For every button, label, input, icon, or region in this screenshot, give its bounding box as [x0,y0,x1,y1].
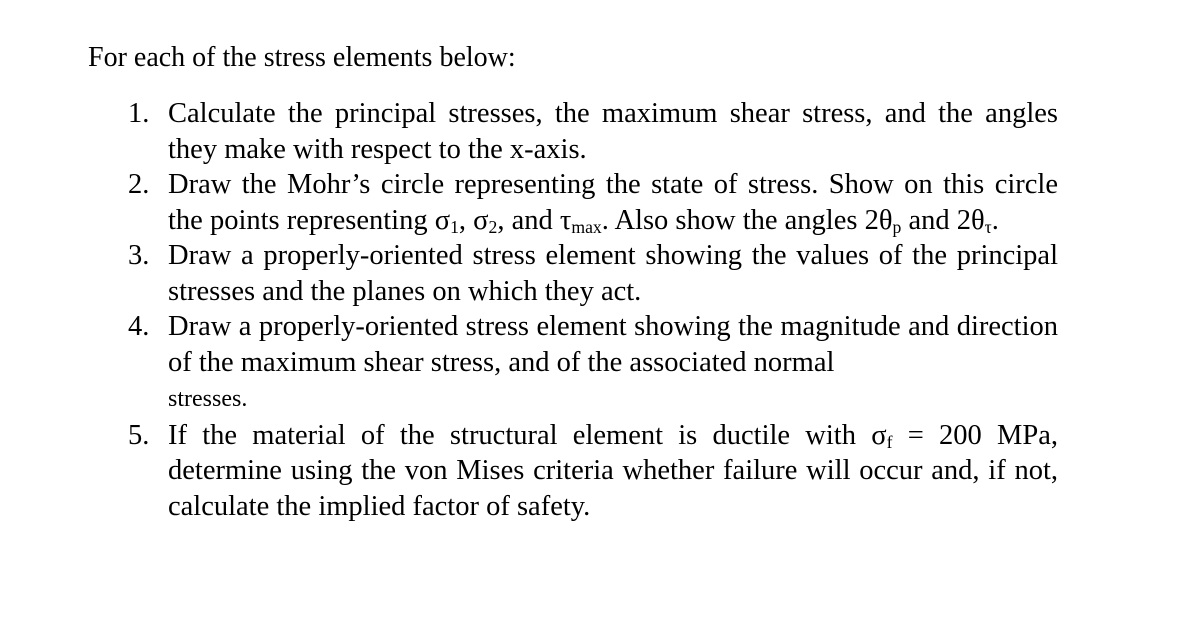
task-text: Draw a properly-oriented stress element showing the values of the principal stresses and the planes on which they act. [168,240,1058,307]
task-number: 2. [128,169,150,200]
task-number: 1. [128,98,150,129]
task-list [128,96,1058,524]
subscript: 1 [450,216,459,237]
task-number: 3. [128,240,150,271]
task-number: 4. [128,311,150,342]
task-item-3 [128,238,1058,309]
task-text-segment: = 200 MPa, determine using the von Mises criteria whether failure will occur and, if not, calculate the implied factor of safety. [168,419,1058,522]
task-item-1 [128,96,1058,167]
subscript: f [886,431,893,452]
task-number: 5. [128,419,150,451]
task-text-segment: . [991,204,999,236]
subscript: max [571,216,602,237]
task-text-segment: Draw the Mohr’s circle representing the state of stress. Show on this circle the points representing σ [168,169,1058,236]
task-item-5 [128,418,1058,525]
task-text-segment: and 2θ [901,204,985,236]
task-text-segment: Draw a properly-oriented stress element showing the magnitude and direction of the maximum shear stress, and of the associated normal [168,311,1058,378]
task-text [168,309,1058,418]
subscript: 2 [488,216,498,237]
subscript: τ [984,216,992,237]
task-text [168,418,1058,525]
task-text-segment: stresses. [168,386,248,412]
task-text: Calculate the principal stresses, the maximum shear stress, and the angles they make with respect to the x-axis. [168,98,1058,165]
task-text-segment: . Also show the angles 2θ [601,204,893,236]
intro-text: For each of the stress elements below: [88,42,516,73]
task-text-segment: If the material of the structural element is ductile with σ [168,419,887,451]
subscript: p [892,216,902,237]
task-text-segment: , σ [458,204,489,236]
task-text-segment: , and τ [497,204,572,236]
task-text [168,167,1058,238]
task-item-4 [128,309,1058,418]
task-item-2 [128,167,1058,238]
